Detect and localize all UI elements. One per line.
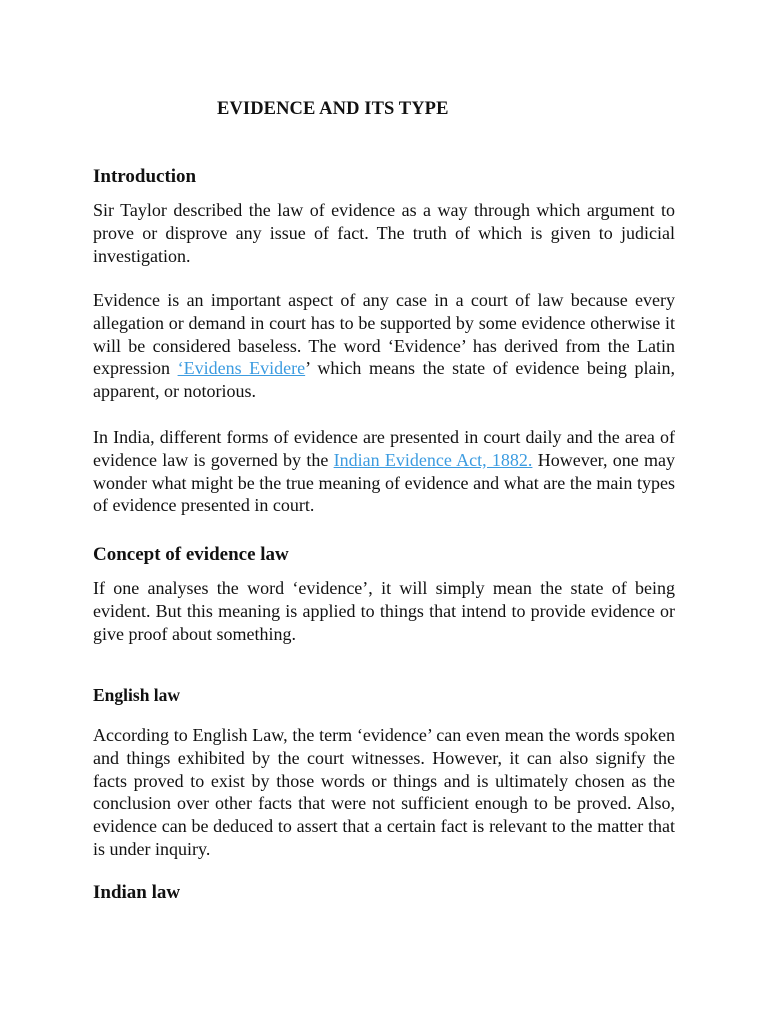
heading-concept-of-evidence-law: Concept of evidence law (93, 544, 289, 565)
paragraph-india-evidence (93, 426, 675, 517)
paragraph-text: However, one may wonder what might be the true meaning of evidence and what are the main types of evidence presented in court. (93, 449, 675, 516)
paragraph-text: In India, different forms of evidence are presented in court daily and the area of evidence law is governed by the (93, 427, 675, 470)
paragraph-concept: If one analyses the word ‘evidence’, it will simply mean the state of being evident. But this meaning is applied to things that intend to provide evidence or give proof about something. (93, 578, 675, 644)
paragraph-sir-taylor: Sir Taylor described the law of evidence as a way through which argument to prove or disprove any issue of fact. The truth of which is given to judicial investigation. (93, 200, 675, 266)
heading-english-law: English law (93, 685, 181, 705)
paragraph-english-law: According to English Law, the term ‘evidence’ can even mean the words spoken and things exhibited by the court witnesses. However, it can also signify the facts proved to exist by those words or things and is ultimately chosen as the conclusion over other facts that were not sufficient enough to be proved. Also, evidence can be deduced to assert that a certain fact is relevant to the matter that is under inquiry. (93, 725, 675, 859)
heading-introduction: Introduction (93, 166, 197, 187)
document-title: EVIDENCE AND ITS TYPE (217, 99, 449, 119)
paragraph-text: ’ which means the state of evidence being plain, apparent, or notorious. (93, 358, 676, 402)
paragraph-evidence-aspect (93, 289, 675, 403)
paragraph-text: Evidence is an important aspect of any case in a court of law because every allegation or demand in court has to be supported by some evidence otherwise it will be considered baseless. The word ‘Evidence’ has derived from the Latin expression (93, 290, 675, 379)
heading-indian-law: Indian law (93, 882, 181, 903)
indian-evidence-act-link[interactable]: Indian Evidence Act, 1882. (333, 449, 533, 470)
evidens-evidere-link[interactable]: ‘Evidens Evidere (177, 358, 306, 379)
